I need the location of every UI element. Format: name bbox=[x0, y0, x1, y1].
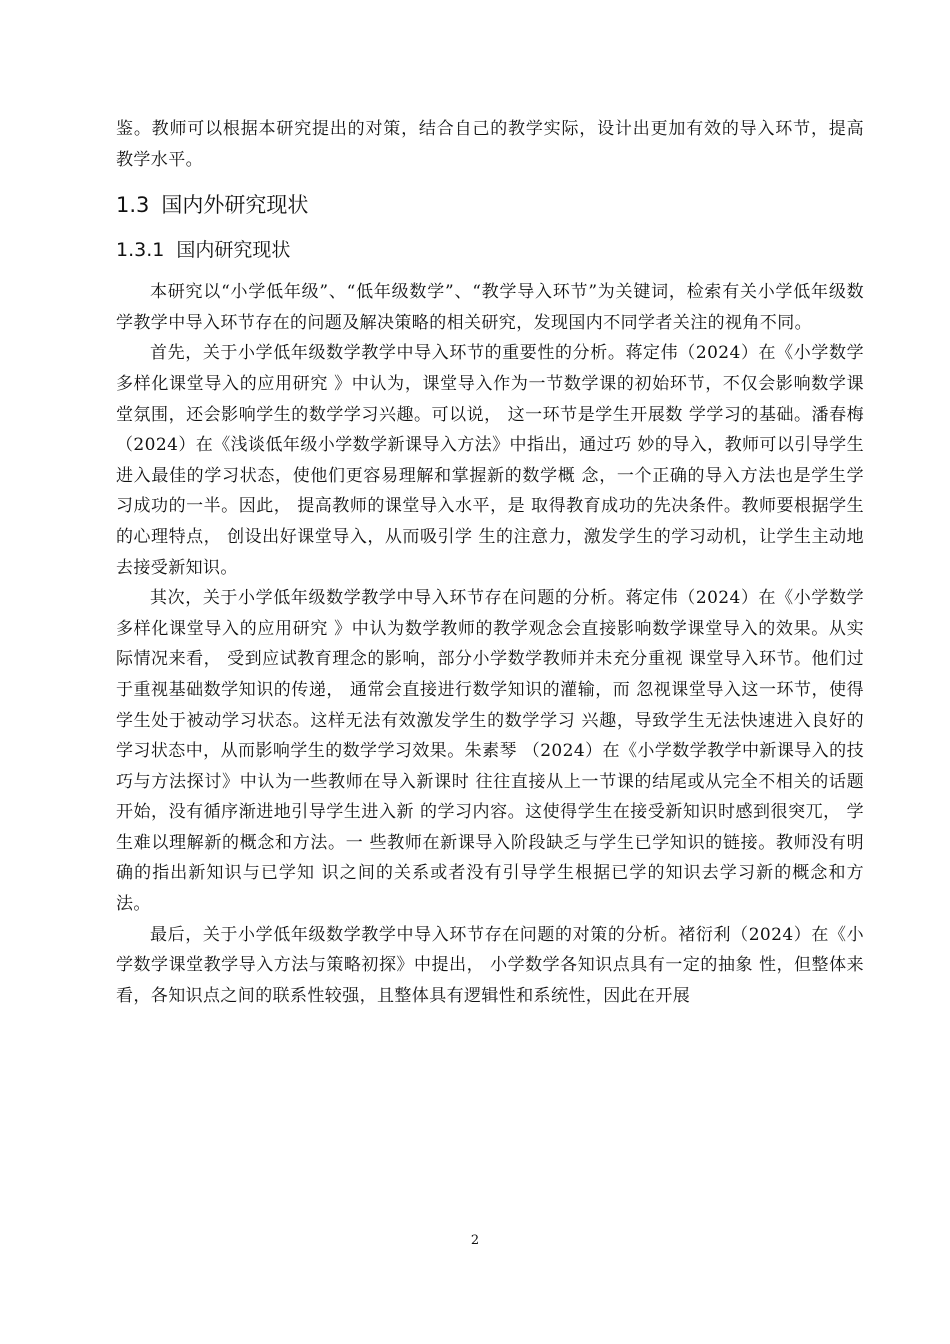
subsection-number: 1.3.1 bbox=[116, 239, 165, 262]
paragraph-problems: 其次，关于小学低年级数学教学中导入环节存在问题的分析。蒋定伟（2024）在《小学数学多样化课堂导入的应用研究 》中认为数学教师的教学观念会直接影响数学课堂导入的效果。从实际情况来看， 受到应试教育理念的影响，部分小学数学教师并未充分重视 课堂导入环节。他们过于重视基础数学知识的传递， 通常会直接进行数学知识的灌输，而 忽视课堂导入这一环节，使得学生处于被动学习状态。这样无法有效激发学生的数学学习 兴趣，导致学生无法快速进入良好的学习状态中，从而影响学生的数学学习效果。朱素琴 （2024）在《小学数学教学中新课导入的技巧与方法探讨》中认为一些教师在导入新课时 往往直接从上一节课的结尾或从完全不相关的话题开始，没有循序渐进地引导学生进入新 的学习内容。这使得学生在接受新知识时感到很突兀， 学生难以理解新的概念和方法。一 些教师在新课导入阶段缺乏与学生已学知识的链接。教师没有明确的指出新知识与已学知 识之间的关系或者没有引导学生根据已学的知识去学习新的概念和方法。 bbox=[116, 588, 864, 915]
subsection-title: 国内研究现状 bbox=[176, 239, 291, 262]
paragraph-importance: 首先，关于小学低年级数学教学中导入环节的重要性的分析。蒋定伟（2024）在《小学数学多样化课堂导入的应用研究 》中认为，课堂导入作为一节数学课的初始环节，不仅会影响数学课堂氛围，还会影响学生的数学学习兴趣。可以说， 这一环节是学生开展数 学学习的基础。潘春梅（2024）在《浅谈低年级小学数学新课导入方法》中指出，通过巧 妙的导入，教师可以引导学生进入最佳的学习状态，使他们更容易理解和掌握新的数学概 念，一个正确的导入方法也是学生学习成功的一半。因此， 提高教师的课堂导入水平，是 取得教育成功的先决条件。教师要根据学生的心理特点， 创设出好课堂导入，从而吸引学 生的注意力，激发学生的学习动机，让学生主动地去接受新知识。 bbox=[116, 343, 864, 578]
section-number: 1.3 bbox=[116, 193, 150, 218]
section-title: 国内外研究现状 bbox=[161, 193, 309, 218]
section-heading bbox=[116, 183, 864, 227]
paragraph-intro: 本研究以“小学低年级”、“低年级数学”、“教学导入环节”为关键词，检索有关小学低年级数学教学中导入环节存在的问题及解决策略的相关研究，发现国内不同学者关注的视角不同。 bbox=[116, 282, 864, 333]
page-number: 2 bbox=[470, 1233, 480, 1248]
document-body bbox=[116, 114, 864, 1011]
paragraph-strategies: 最后，关于小学低年级数学教学中导入环节存在问题的对策的分析。褚衍利（2024）在《小学数学课堂教学导入方法与策略初探》中提出， 小学数学各知识点具有一定的抽象 性，但整体来看，各知识点之间的联系性较强，且整体具有逻辑性和系统性，因此在开展 bbox=[116, 924, 864, 1006]
subsection-heading bbox=[116, 229, 864, 271]
paragraph-continued: 鉴。教师可以根据本研究提出的对策，结合自己的教学实际，设计出更加有效的导入环节，提高教学水平。 bbox=[116, 119, 864, 170]
